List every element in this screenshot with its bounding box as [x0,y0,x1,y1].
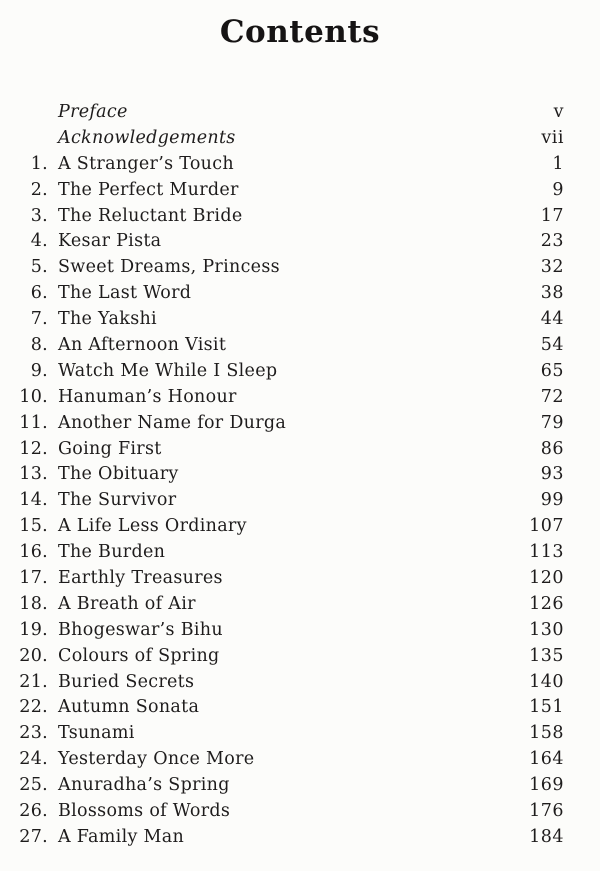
chapter-title: A Life Less Ordinary [58,516,247,537]
page-number: 72 [540,386,564,407]
page-number: 164 [529,749,564,770]
toc-row [0,229,564,255]
chapter-title: The Yakshi [58,309,157,330]
toc-row [0,411,564,437]
chapter-number: 8. [30,335,48,356]
chapter-number: 24. [19,749,48,770]
toc-row [0,437,564,463]
page-number: 184 [529,826,564,847]
chapter-title: Kesar Pista [58,231,162,252]
toc-row [0,204,564,230]
chapter-title: The Burden [58,542,166,563]
page-number: 113 [529,542,564,563]
chapter-number: 26. [19,801,48,822]
page-number: 135 [529,645,564,666]
chapter-title: Going First [58,438,162,459]
chapter-number: 4. [30,231,48,252]
page-number: 17 [540,205,564,226]
chapter-title: Autumn Sonata [58,697,200,718]
toc-row [0,385,564,411]
toc-row [0,462,564,488]
chapter-title: Hanuman’s Honour [58,386,237,407]
page-number: 176 [529,801,564,822]
chapter-title: The Survivor [58,490,177,511]
page-number: 38 [540,283,564,304]
chapter-number: 7. [30,309,48,330]
chapter-number: 18. [19,593,48,614]
chapter-title: Tsunami [58,723,135,744]
chapter-title: Colours of Spring [58,645,220,666]
chapter-title: An Afternoon Visit [58,335,227,356]
toc-row [0,670,564,696]
page-number: 65 [540,360,564,381]
chapter-number: 27. [19,826,48,847]
page-number: 23 [540,231,564,252]
toc-row [0,540,564,566]
page-title: Contents [219,14,381,50]
page-number: 107 [529,516,564,537]
toc-row [0,773,564,799]
chapter-title: Buried Secrets [58,671,195,692]
toc-row [0,359,564,385]
chapter-title: A Family Man [58,826,185,847]
page-number: 93 [540,464,564,485]
chapter-number: 5. [30,257,48,278]
toc-row [0,566,564,592]
chapter-number: 15. [19,516,48,537]
chapter-number: 9. [30,360,48,381]
chapter-title: Acknowledgements [58,127,236,148]
page-number: 169 [529,775,564,796]
chapter-number: 2. [30,179,48,200]
chapter-title: A Stranger’s Touch [58,153,234,174]
toc-row [0,126,564,152]
page-number: 126 [529,593,564,614]
chapter-number: 21. [19,671,48,692]
chapter-title: A Breath of Air [58,593,196,614]
page-number: 99 [540,490,564,511]
chapter-title: Yesterday Once More [58,749,255,770]
chapter-number: 14. [19,490,48,511]
chapter-number: 13. [19,464,48,485]
chapter-title: Another Name for Durga [58,412,287,433]
page-number: 9 [552,179,564,200]
toc-row [0,178,564,204]
toc-row [0,152,564,178]
page-number: 32 [540,257,564,278]
toc-list [0,100,600,851]
page-number: 130 [529,619,564,640]
chapter-title: Blossoms of Words [58,801,231,822]
chapter-number: 25. [19,775,48,796]
page-number: v [553,102,564,122]
toc-row [0,488,564,514]
toc-row [0,281,564,307]
toc-row [0,255,564,281]
page-number: 54 [540,335,564,356]
chapter-title: The Last Word [58,283,192,304]
chapter-number: 16. [19,542,48,563]
toc-row [0,592,564,618]
page-number: vii [541,127,564,148]
chapter-number: 20. [19,645,48,666]
chapter-number: 12. [19,438,48,459]
chapter-number: 22. [19,697,48,718]
chapter-number: 23. [19,723,48,744]
toc-row [0,695,564,721]
toc-row [0,644,564,670]
toc-row [0,618,564,644]
chapter-number: 17. [19,568,48,589]
page-number: 120 [529,568,564,589]
toc-row [0,747,564,773]
page-number: 86 [540,438,564,459]
chapter-number: 6. [30,283,48,304]
chapter-number: 10. [19,386,48,407]
chapter-title: Earthly Treasures [58,568,223,589]
chapter-number: 3. [30,205,48,226]
page-number: 1 [552,153,564,174]
chapter-title: Preface [58,102,128,122]
chapter-number: 11. [19,412,48,433]
chapter-title: The Obituary [58,464,179,485]
toc-row [0,307,564,333]
page-number: 44 [540,309,564,330]
chapter-title: Sweet Dreams, Princess [58,257,280,278]
chapter-title: Bhogeswar’s Bihu [58,619,223,640]
page-number: 140 [529,671,564,692]
toc-row [0,333,564,359]
page-number: 158 [529,723,564,744]
toc-row [0,721,564,747]
chapter-number: 19. [19,619,48,640]
chapter-number: 1. [30,153,48,174]
chapter-title: The Perfect Murder [58,179,239,200]
page-number: 79 [540,412,564,433]
chapter-title: The Reluctant Bride [58,205,243,226]
toc-row [0,100,564,126]
toc-row [0,799,564,825]
chapter-title: Anuradha’s Spring [58,775,230,796]
toc-row [0,825,564,851]
chapter-title: Watch Me While I Sleep [58,360,278,381]
page-number: 151 [529,697,564,718]
toc-row [0,514,564,540]
